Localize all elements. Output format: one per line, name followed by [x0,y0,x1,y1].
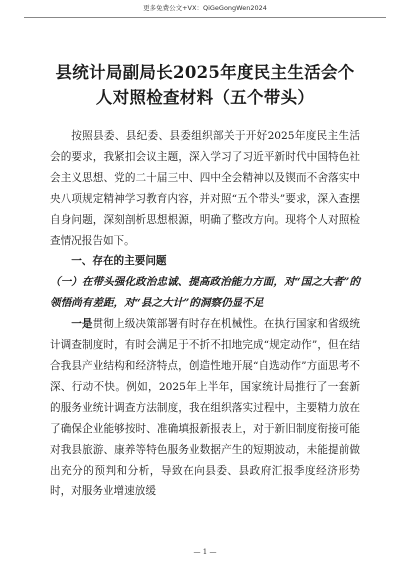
title-line-1: 县统计局副局长2025年度民主生活会个 [55,63,355,82]
paragraph-lead: 一是 [71,318,93,331]
document-body [50,126,360,502]
subsection-heading: （一）在带头强化政治忠诚、提高政治能力方面，对“国之大者”的领悟尚有差距，对“县之大计”的洞察仍显不足 [50,276,360,310]
document-title [38,60,372,110]
body-paragraph [50,314,360,502]
header-divider [24,17,386,18]
intro-paragraph: 按照县委、县纪委、县委组织部关于开好2025年度民主生活会的要求，我紧扣会议主题，深入学习了习近平新时代中国特色社会主义思想、党的二十届三中、四中全会精神以及锲而不舍落实中央八项规定精神学习教育内容，并对照“五个带头”要求，深入查摆自身问题，深刻剖析思想根源，明确了整改方向。现将个人对照检查情况报告如下。 [50,130,360,247]
header-watermark: 更多免费公文+VX：QiGeGongWen2024 [143,4,267,12]
section-heading: 一、存在的主要问题 [71,255,167,268]
title-line-2: 人对照检查材料（五个带头） [95,88,315,107]
paragraph-text: 贯彻上级决策部署有时存在机械性。在执行国家和省级统计调查制度时，有时会满足于不折不扣地完成“规定动作”，但在结合我县产业结构和经济特点，创造性地开展“自选动作”方面思考不深、行动不快。例如，2025年上半年，国家统计局推行了一套新的服务业统计调查方法制度，我在组织落实过程中，主要精力放在了确保企业能够按时、准确填报新报表上，对于新旧制度衔接可能对我县旅游、康养等特色服务业数据产生的短期波动，未能提前做出充分的预判和分析，导致在向县委、县政府汇报季度经济形势时，对服务业增速放缓 [50,318,361,498]
page-number: — 1 — [193,548,217,556]
